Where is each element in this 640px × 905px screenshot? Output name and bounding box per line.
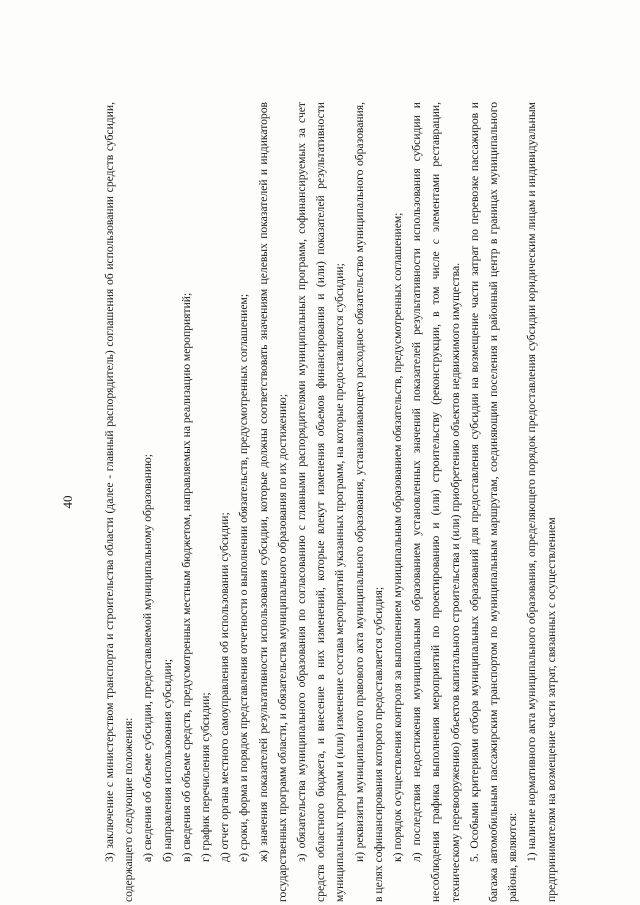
paragraph-item-i: и) реквизиты муниципального правового акта муниципального образования, устанавливающего расходное обязательство муниципального образования, в целях софинансирования которого предоставляется субсидия; xyxy=(352,102,385,902)
paragraph-clause-3: 3) заключение с министерством транспорта и строительства области (далее - главный распорядитель) соглашения об использовании средств субсидии, содержащего следующие положения: xyxy=(103,102,136,902)
rotated-page-content xyxy=(60,102,580,902)
paragraph-item-e: е) сроки, форма и порядок представления отчетности о выполнении обязательств, предусмотренных соглашением; xyxy=(237,293,251,862)
paragraph-item-zh: ж) значения показателей результативности использования субсидии, которые должны соответствовать значениям целевых показателей и индикаторов государственных программ области, и обязательства муниципального образования по их достижению; xyxy=(256,102,289,902)
paragraph-item-k: к) порядок осуществления контроля за выполнением муниципальным образованием обязательств, предусмотренных соглашением; xyxy=(391,212,405,862)
paragraph-item-v: в) сведения об объеме средств, предусмотренных местным бюджетом, направляемых на реализацию мероприятий; xyxy=(179,292,193,862)
paragraph-item-l: л) последствия недостижения муниципальным образованием установленных значений показателей результативности использования субсидии и несоблюдения графика выполнения мероприятий по проектированию и (или) строительству (реконструкции, в том числе с элементами реставрации, техническому перевооружению) объектов капитального строительства и (или) приобретению объектов недвижимого имущества. xyxy=(410,102,462,902)
paragraph-item-d: д) отчет органа местного самоуправления об использовании субсидии; xyxy=(218,512,232,862)
paragraph-item-z: з) обязательства муниципального образования по согласованию с главными распорядителями муниципальных программ, софинансируемых за счет средств областного бюджета, и внесение в них изменений, которые влекут изменения объемов финансирования и (или) показателей результативности муниципальных программ и (или) изменение состава мероприятий указанных программ, на которые предоставляются субсидии; xyxy=(295,102,347,902)
paragraph-criterion-1: 1) наличие нормативного акта муниципального образования, определяющего порядок предоставления субсидии юридическим лицам и индивидуальным предпринимателям на возмещение части затрат, связанных с осуществлением xyxy=(525,102,558,902)
page-number: 40 xyxy=(60,495,75,509)
document-body xyxy=(100,102,561,902)
paragraph-item-a: а) сведения об объеме субсидии, предоставляемой муниципальному образованию; xyxy=(141,454,155,862)
paragraph-section-5: 5. Особыми критериями отбора муниципальных образований для предоставления субсидии на возмещение части затрат по перевозке пассажиров и багажа автомобильным пассажирским транспортом по муниципальным маршрутам, соединяющим поселения и районный центр в границах муниципального района, являются: xyxy=(467,102,520,902)
paragraph-item-g: г) график перечисления субсидии; xyxy=(199,692,213,862)
paragraph-item-b: б) направления использования субсидии; xyxy=(160,659,174,862)
